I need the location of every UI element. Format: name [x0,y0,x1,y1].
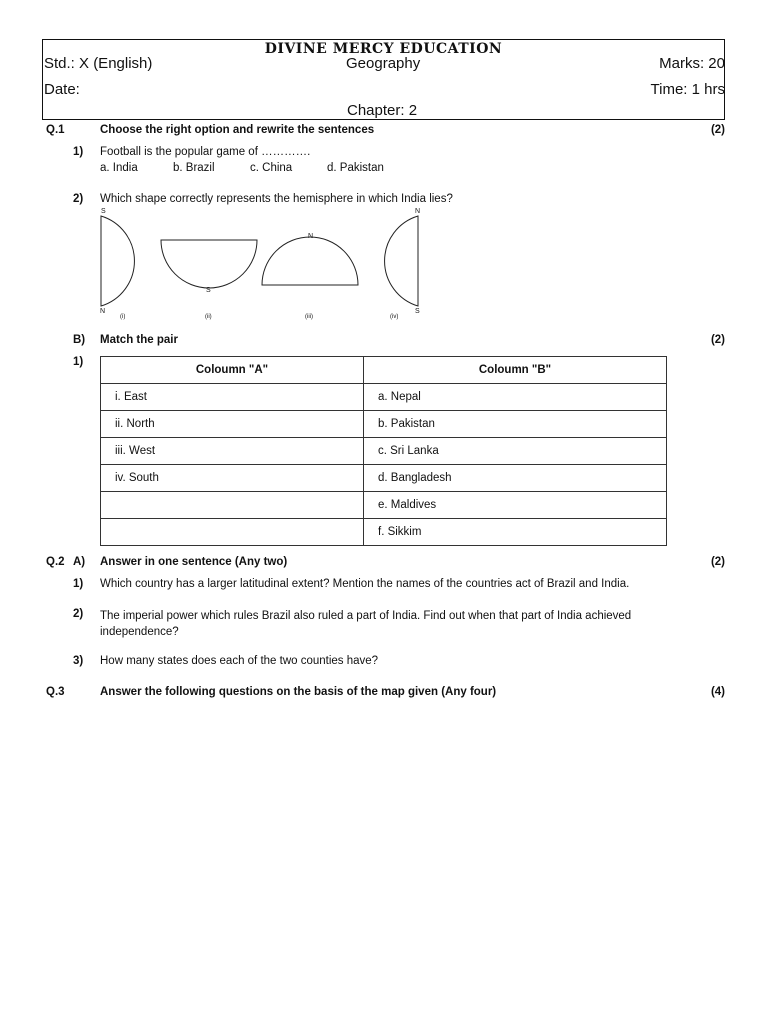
marks-label: Marks: 20 [659,55,725,72]
hemisphere-shapes-figure [95,205,435,325]
shape-iv-bottom-label: S [415,308,420,315]
chapter-label: Chapter: 2 [347,102,418,119]
shape-iii [262,237,358,285]
option-a: a. India [100,162,138,174]
q2-item2-text: The imperial power which rules Brazil also ruled a part of India. Find out when that part of India achieved independence? [100,610,632,638]
q1-number: Q.1 [46,124,65,136]
time-label: Time: 1 hrs [650,81,725,98]
match-table-header-row [101,357,667,384]
q2-item3-number: 3) [73,655,84,667]
q3-title: Answer the following questions on the basis of the map given (Any four) [100,686,497,698]
shape-i-bottom-label: N [100,308,106,315]
column-b-header: Coloumn "B" [364,357,667,384]
subject-label: Geography [346,55,421,72]
q1-item2-text: Which shape correctly represents the hemisphere in which India lies? [100,193,453,205]
shape-i [101,216,134,306]
q1b-title: Match the pair [100,334,178,346]
column-b-cell: e. Maldives [364,492,667,519]
q1-title: Choose the right option and rewrite the sentences [100,124,375,136]
q1-marks: (2) [710,124,725,136]
column-a-cell: ii. North [101,411,364,438]
column-a-cell: iii. West [101,438,364,465]
q2-marks: (2) [710,556,725,568]
shape-i-top-label: S [101,208,106,215]
school-name: DIVINE MERCY EDUCATION [264,41,503,57]
column-a-cell: i. East [101,384,364,411]
q1b-item-number: 1) [73,356,84,368]
column-a-cell [101,492,364,519]
caption-iii: (iii) [305,314,313,320]
option-b: b. Brazil [173,162,215,174]
table-row [101,519,667,546]
column-b-cell: b. Pakistan [364,411,667,438]
q2-number: Q.2 [46,556,65,568]
table-row [101,384,667,411]
column-b-cell: c. Sri Lanka [364,438,667,465]
option-c: c. China [250,162,293,174]
column-a-header: Coloumn "A" [101,357,364,384]
shape-ii [161,240,257,288]
column-b-cell: a. Nepal [364,384,667,411]
caption-i: (i) [120,314,126,320]
column-b-cell: d. Bangladesh [364,465,667,492]
shape-iii-top-label: N [308,233,314,240]
q2-item1-text: Which country has a larger latitudinal extent? Mention the names of the countries act of Brazil and India. [100,578,630,590]
q1-item1-text: Football is the popular game of …………. [100,146,311,158]
table-row [101,492,667,519]
shape-iv [385,216,418,306]
q3-marks: (4) [710,686,725,698]
q1-item1-number: 1) [73,146,84,158]
shape-ii-bottom-label: S [206,287,211,294]
option-d: d. Pakistan [327,162,384,174]
q1b-number: B) [73,334,86,346]
q1-item2-number: 2) [73,193,84,205]
q2-item1-number: 1) [73,578,84,590]
column-b-cell: f. Sikkim [364,519,667,546]
q1b-marks: (2) [710,334,725,346]
q2-title: Answer in one sentence (Any two) [100,556,288,568]
table-row [101,411,667,438]
std-label: Std.: X (English) [44,55,153,72]
q2-item2-number: 2) [73,608,84,620]
shape-iv-top-label: N [415,208,421,215]
column-a-cell [101,519,364,546]
match-table [100,356,667,546]
table-row [101,465,667,492]
column-a-cell: iv. South [101,465,364,492]
q2-sub-label: A) [73,556,86,568]
caption-iv: (iv) [390,314,399,320]
table-row [101,438,667,465]
q2-item3-text: How many states does each of the two counties have? [100,655,379,667]
caption-ii: (ii) [205,314,212,320]
date-label: Date: [44,81,80,98]
q3-number: Q.3 [46,686,65,698]
